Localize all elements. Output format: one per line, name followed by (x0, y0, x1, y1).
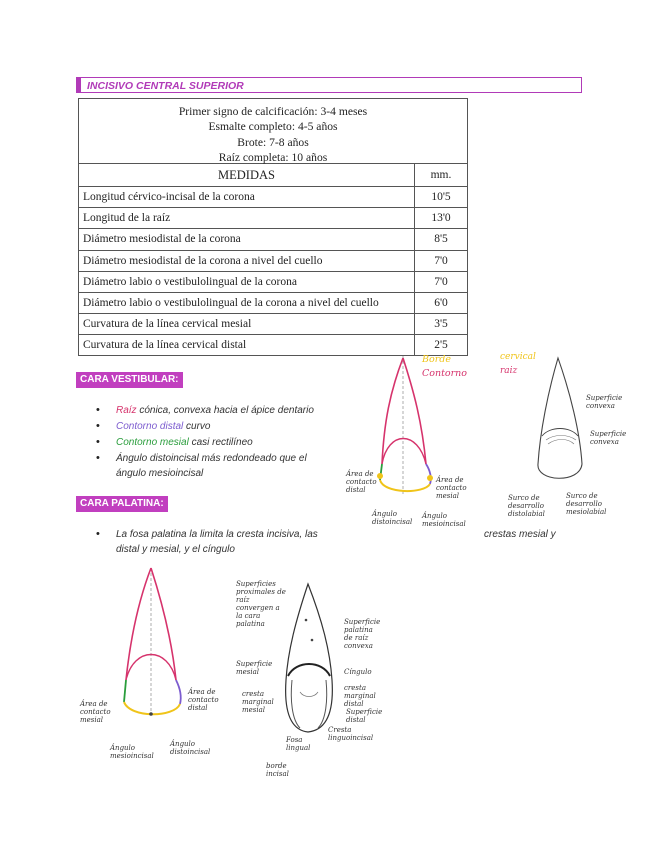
table-row (79, 250, 467, 271)
legend-borde-text: Borde (422, 354, 451, 365)
row-value: 8'5 (415, 229, 468, 250)
label-sup-mesial: Superficie mesial (236, 660, 273, 676)
label-sup-convexa: Superficie convexa (586, 394, 623, 410)
row-label: Longitud cérvico-incisal de la corona (79, 187, 415, 208)
label-surco-distal: Surco de desarrollo distolabial (508, 494, 545, 518)
label-ang-distoincisal: Ángulo distoincisal (372, 510, 413, 526)
row-value: 3'5 (415, 314, 468, 335)
label-sup-convexa-2: Superficie convexa (590, 430, 627, 446)
label-ang-mesioincisal: Ángulo mesioincisal (422, 512, 466, 528)
row-value: 13'0 (415, 208, 468, 229)
distal-text: curvo (183, 421, 211, 432)
list-item (96, 435, 336, 450)
root-distal-contour (403, 358, 426, 464)
vestibular-heading: CARA VESTIBULAR: (76, 372, 183, 388)
distal-contour (176, 680, 181, 704)
mesial-contour (124, 680, 126, 702)
label-cingulo: Cíngulo (344, 668, 372, 676)
table-row (79, 187, 467, 208)
root-mesial-contour (126, 568, 151, 680)
col-label: MEDIDAS (79, 164, 415, 187)
info-line: Raíz completa: 10 años (218, 150, 328, 164)
point-marker (305, 619, 308, 622)
col-unit: mm. (415, 164, 468, 187)
row-label: Diámetro labio o vestibulolingual de la corona a nivel del cuello (79, 292, 415, 313)
marginal-ridges (291, 680, 326, 728)
vestibular-list (96, 403, 336, 481)
palatina-text-b: crestas mesial y (484, 529, 556, 540)
mesial-text: casi rectilíneo (188, 437, 253, 448)
point-marker (311, 639, 314, 642)
cervical-line (542, 429, 578, 437)
row-label: Diámetro mesiodistal de la corona a nivel del cuello (79, 250, 415, 271)
incisal-edge (380, 480, 430, 491)
incisal-edge (124, 702, 180, 714)
axis-point (149, 712, 153, 716)
label-ang-disto-p: Ángulo distoincisal (170, 740, 211, 756)
row-label: Curvatura de la línea cervical mesial (79, 314, 415, 335)
label-borde: borde incisal (266, 762, 289, 778)
label-area-mesial-p: Área de contacto mesial (80, 700, 111, 724)
mesial-term: Contorno mesial (116, 437, 189, 448)
row-label: Longitud de la raíz (79, 208, 415, 229)
list-item (96, 403, 336, 418)
lingual-fossa (300, 692, 318, 697)
table-header-row (79, 164, 467, 187)
row-value: 10'5 (415, 187, 468, 208)
label-cresta-mesial: cresta marginal mesial (242, 690, 274, 714)
vestibular-pencil-figure (520, 352, 600, 492)
tooth-outline (538, 358, 582, 478)
list-item (96, 419, 336, 434)
root-distal-contour (151, 568, 176, 680)
row-label: Diámetro labio o vestibulolingual de la corona (79, 271, 415, 292)
info-line: Esmalte completo: 4-5 años (208, 120, 338, 134)
cervical-line (382, 439, 426, 465)
palatina-list (96, 527, 336, 557)
list-item (96, 527, 336, 557)
label-cresta-distal: cresta marginal distal (344, 684, 376, 708)
row-label: Curvatura de la línea cervical distal (79, 335, 415, 356)
distal-term: Contorno distal (116, 421, 184, 432)
root-mesial-contour (382, 358, 403, 464)
list-item: • Ángulo distoincisal más redondeado que el ángulo mesioincisal (96, 451, 336, 481)
legend-raiz: raiz (500, 366, 518, 376)
table-row (79, 292, 467, 313)
section-title: INCISIVO CENTRAL SUPERIOR (76, 77, 582, 93)
measurements-table (78, 98, 468, 356)
vestibular-outline-figure (340, 352, 490, 532)
measures-grid (79, 163, 467, 356)
palatina-text-c: distal y mesial, y el cíngulo (116, 544, 235, 555)
contact-point (427, 475, 433, 481)
palatina-heading: CARA PALATINA: (76, 496, 168, 512)
label-area-mesial: Área de contacto mesial (436, 476, 467, 500)
label-sup-palatina: Superficie palatina de raíz convexa (344, 618, 381, 650)
info-line: Brote: 7-8 años (237, 135, 309, 149)
row-value: 7'0 (415, 250, 468, 271)
legend-cervical: cervical (500, 352, 536, 362)
row-value: 2'5 (415, 335, 468, 356)
label-sup-prox: Superficies proximales de raíz convergen a la cara palatina (236, 580, 286, 628)
palatina-text-a: La fosa palatina la limita la cresta incisiva, las (116, 529, 318, 540)
label-area-distal-p: Área de contacto distal (188, 688, 219, 712)
label-ang-mesio-p: Ángulo mesioincisal (110, 744, 154, 760)
cingulum (288, 664, 330, 676)
table-row (79, 314, 467, 335)
root-text: cónica, convexa hacia el ápice dentario (136, 405, 314, 416)
calcification-info (79, 99, 467, 163)
table-row (79, 229, 467, 250)
row-value: 7'0 (415, 271, 468, 292)
table-row (79, 208, 467, 229)
imbrication-lines (546, 436, 576, 445)
distal-contour (426, 464, 431, 484)
label-sup-distal: Superficie distal (346, 708, 383, 724)
legend-contorno-text: Contorno (422, 368, 468, 379)
label-area-distal: Área de contacto distal (346, 470, 377, 494)
root-term: Raíz (116, 405, 137, 416)
table-row (79, 271, 467, 292)
label-surco-mesial: Surco de desarrollo mesiolabial (566, 492, 607, 516)
row-value: 6'0 (415, 292, 468, 313)
info-line: Primer signo de calcificación: 3-4 meses (178, 105, 368, 118)
label-cresta-ling: Cresta linguoincisal (328, 726, 374, 742)
label-fosa: Fosa lingual (286, 736, 311, 752)
row-label: Diámetro mesiodistal de la corona (79, 229, 415, 250)
